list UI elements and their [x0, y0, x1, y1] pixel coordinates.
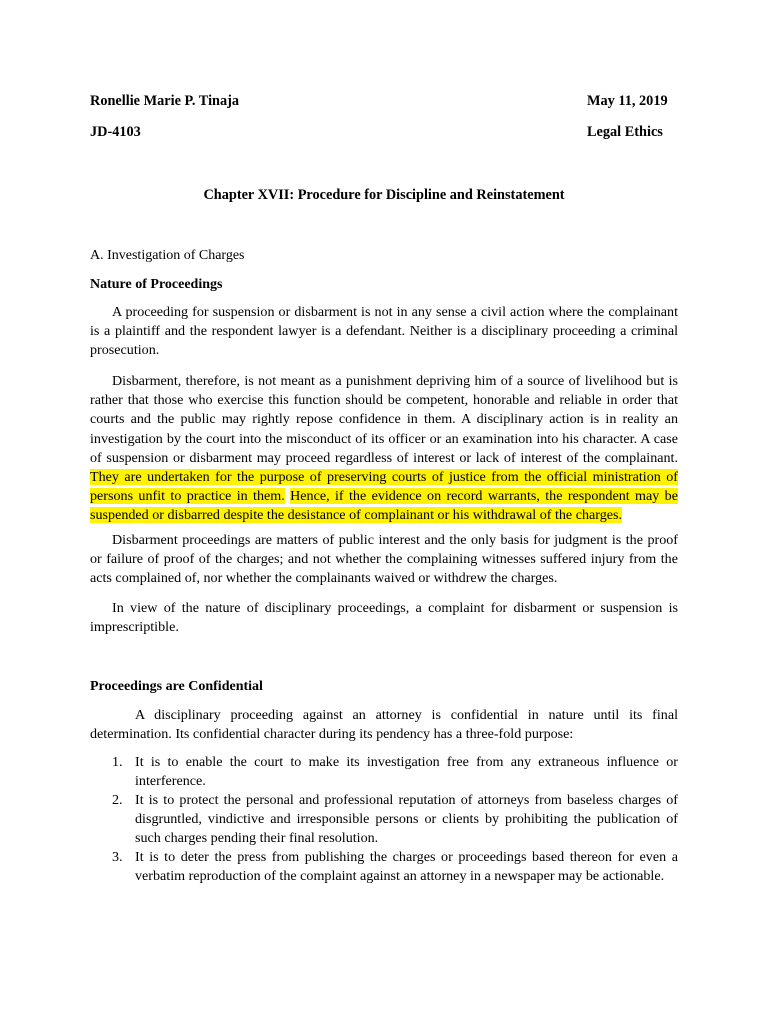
author-name: Ronellie Marie P. Tinaja	[90, 93, 240, 109]
list-item	[90, 848, 678, 886]
course-code: JD-4103	[90, 124, 141, 140]
document-date: May 11, 2019	[587, 93, 668, 109]
highlighted-text: Hence, if the evidence on record warrants, the respondent may be suspended or disbarred despite the desistance of complainant or his withdrawal of the charges.	[90, 488, 678, 524]
list-item-text: It is to enable the court to make its investigation free from any extraneous influence or interference.	[135, 754, 678, 789]
highlighted-text: They are undertaken for the purpose of preserving courts of justice from the official ministration of persons unfit to practice in them.	[90, 469, 678, 505]
list-item-text: It is to protect the personal and professional reputation of attorneys from baseless charges of disgruntled, vindictive and irresponsible persons or clients by prohibiting the publication of such charges pending their final resolution.	[135, 792, 678, 846]
chapter-title: Chapter XVII: Procedure for Discipline and Reinstatement	[203, 187, 565, 203]
list-item	[90, 753, 678, 791]
confidential-heading: Proceedings are Confidential	[90, 679, 263, 694]
list-item	[90, 791, 678, 848]
section-title: A. Investigation of Charges	[90, 248, 245, 263]
nature-paragraph-4: In view of the nature of disciplinary proceedings, a complaint for disbarment or suspension is imprescriptible.	[90, 600, 678, 636]
nature-paragraph-3: Disbarment proceedings are matters of public interest and the only basis for judgment is the proof or failure of proof of the charges; and not whether the complaining witnesses suffered injury from the acts complained of, nor whether the complainants waived or withdrew the charges.	[90, 532, 678, 587]
nature-paragraph-1: A proceeding for suspension or disbarment is not in any sense a civil action where the complainant is a plaintiff and the respondent lawyer is a defendant. Neither is a disciplinary proceeding a criminal prosecution.	[90, 304, 678, 359]
purpose-list	[90, 753, 678, 886]
list-number: 3.	[112, 849, 123, 865]
confidential-intro: A disciplinary proceeding against an attorney is confidential in nature until its final determination. Its confidential character during its pendency has a three-fold purpose:	[90, 707, 678, 743]
paragraph-text: Disbarment, therefore, is not meant as a punishment depriving him of a source of livelihood but is rather that those who exercise this function should be competent, honorable and reliable in order that courts and the public may rightly repose confidence in them. A disciplinary action is in reality an investigation by the court into the misconduct of its officer or an examination into his character. A case of suspension or disbarment may proceed regardless of interest or lack of interest of the complainant.	[90, 373, 678, 466]
list-number: 1.	[112, 754, 123, 770]
subject-name: Legal Ethics	[587, 124, 663, 140]
list-number: 2.	[112, 792, 123, 808]
nature-paragraph-2	[90, 372, 678, 526]
nature-heading: Nature of Proceedings	[90, 277, 223, 292]
list-item-text: It is to deter the press from publishing the charges or proceedings based thereon for even a verbatim reproduction of the complaint against an attorney in a newspaper may be actionable.	[135, 849, 678, 884]
